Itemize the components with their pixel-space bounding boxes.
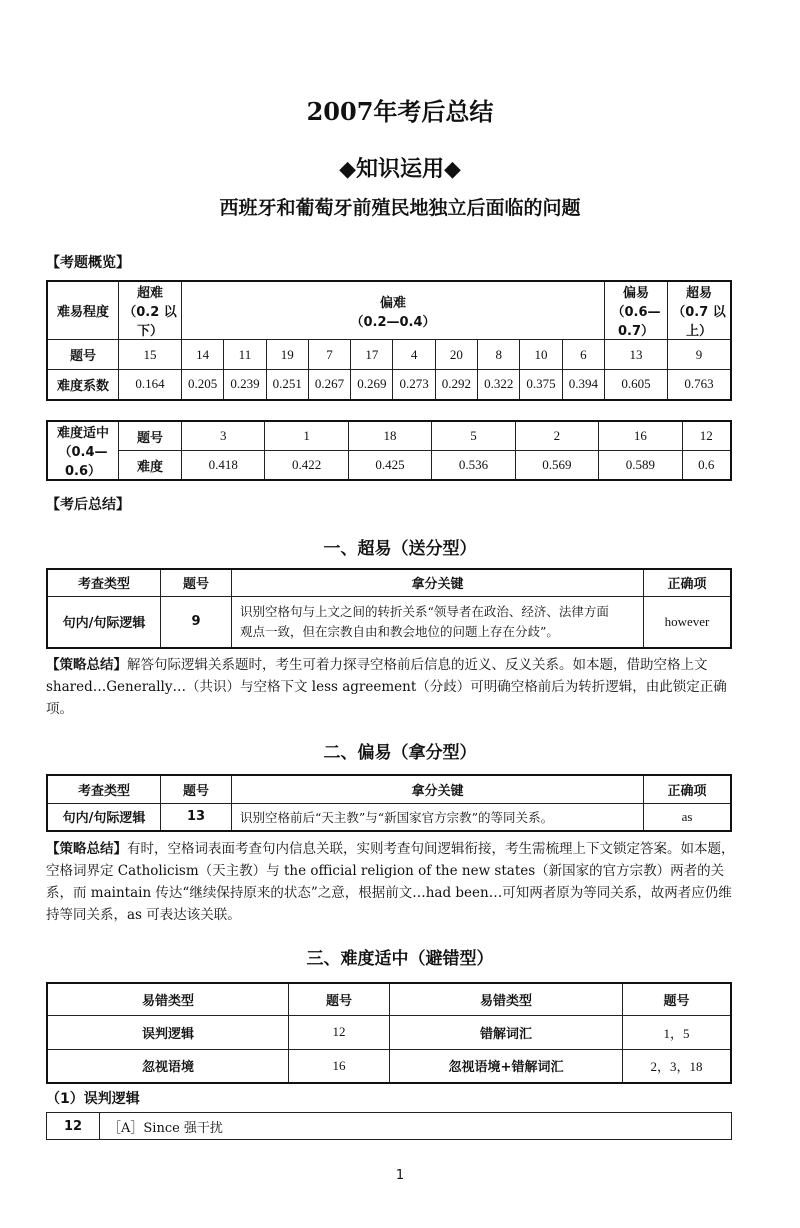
row-header-number: 题号 [47, 340, 119, 370]
summary-label: 【考后总结】 [46, 497, 130, 513]
table-cell: 误判逻辑 [47, 1015, 289, 1049]
table-cell: 10 [520, 340, 562, 370]
table-cell: 0.267 [308, 370, 350, 400]
table-cell: 0.589 [599, 451, 682, 481]
table-cell: 6 [562, 340, 604, 370]
item-text: ［A］Since 强干扰 [100, 1113, 732, 1140]
table-cell: 20 [435, 340, 477, 370]
table-cell: 2 [515, 421, 598, 451]
table-cell: 0.205 [182, 370, 224, 400]
easy-header: 偏易 （0.6—0.7） [605, 281, 668, 340]
section3-heading: 三、难度适中（避错型） [306, 949, 494, 969]
table-cell: 0.273 [393, 370, 435, 400]
table-cell: 2，3，18 [623, 1049, 732, 1083]
table-cell: 0.425 [348, 451, 431, 481]
table-cell: 7 [308, 340, 350, 370]
table-cell: 4 [393, 340, 435, 370]
super-easy-header: 超易 （0.7 以上） [668, 281, 732, 340]
section3-table [46, 982, 732, 1084]
section2-table [46, 774, 732, 832]
table-cell: as [644, 803, 732, 831]
row-header-coefficient: 难度 [119, 451, 182, 481]
table-cell: 8 [478, 340, 520, 370]
table-cell: 1，5 [623, 1015, 732, 1049]
table-cell: 句内/句际逻辑 [47, 803, 161, 831]
table-cell: 9 [161, 596, 232, 648]
subtitle: 西班牙和葡萄牙前殖民地独立后面临的问题 [219, 197, 581, 219]
row-header-coefficient: 难度系数 [47, 370, 119, 400]
table-header: 拿分关键 [232, 569, 644, 596]
table-cell: 19 [266, 340, 308, 370]
section1-table [46, 568, 732, 649]
table-cell: 16 [289, 1049, 390, 1083]
table-cell: 14 [182, 340, 224, 370]
table-cell: 18 [348, 421, 431, 451]
table-cell: 1 [265, 421, 348, 451]
table-cell: 忽视语境 [47, 1049, 289, 1083]
table-header: 拿分关键 [232, 775, 644, 803]
table-cell: 识别空格句与上文之间的转折关系“领导者在政治、经济、法律方面 观点一致，但在宗教自由和教会地位的问题上存在分歧”。 [232, 596, 644, 648]
section2-heading: 二、偏易（拿分型） [323, 743, 477, 763]
table-cell: 0.239 [224, 370, 266, 400]
table-cell: 0.394 [562, 370, 604, 400]
hard-header: 偏难 （0.2—0.4） [182, 281, 605, 340]
table-header: 易错类型 [47, 983, 289, 1015]
table-cell: 16 [599, 421, 682, 451]
table-cell: 识别空格前后“天主教”与“新国家官方宗教”的等同关系。 [232, 803, 644, 831]
table-cell: 0.605 [605, 370, 668, 400]
table-cell: 11 [224, 340, 266, 370]
table-cell: 0.292 [435, 370, 477, 400]
table-cell: 0.375 [520, 370, 562, 400]
subsection-label: （1）误判逻辑 [46, 1091, 140, 1107]
table-cell: 错解词汇 [390, 1015, 623, 1049]
overview-label: 【考题概览】 [46, 255, 130, 271]
table-cell: 9 [668, 340, 732, 370]
table-cell: 0.569 [515, 451, 598, 481]
table-header: 考查类型 [47, 775, 161, 803]
table-header: 题号 [161, 569, 232, 596]
table-header: 正确项 [644, 775, 732, 803]
row-header-difficulty: 难易程度 [47, 281, 119, 340]
table-cell: 0.251 [266, 370, 308, 400]
table-cell: 0.418 [182, 451, 265, 481]
section-title: ◆知识运用◆ [339, 156, 461, 182]
page-number: 1 [395, 1168, 405, 1183]
item-number: 12 [47, 1113, 100, 1140]
table-cell: however [644, 596, 732, 648]
table-cell: 0.164 [119, 370, 182, 400]
table-header: 题号 [289, 983, 390, 1015]
table-cell: 12 [682, 421, 731, 451]
item-table [46, 1112, 732, 1140]
section2-strategy: 【策略总结】有时，空格词表面考查句内信息关联，实则考查句间逻辑衔接，考生需梳理上下文锁定答案。如本题，空格词界定 Catholicism（天主教）与 the official religion of the new states（新国家的官方宗教）两者的关系，而 maintain 传达“继续保持原来的状态”之意，根据前文…had been…可知两者原为等同关系，故两者应仍维持等同关系，as 可表达该关联。 [46, 841, 735, 923]
table-cell: 15 [119, 340, 182, 370]
table-cell: 17 [351, 340, 393, 370]
table-cell: 0.422 [265, 451, 348, 481]
medium-difficulty-table [46, 420, 732, 481]
table-cell: 13 [605, 340, 668, 370]
table-cell: 0.269 [351, 370, 393, 400]
row-header-number: 题号 [119, 421, 182, 451]
table-cell: 3 [182, 421, 265, 451]
table-cell: 13 [161, 803, 232, 831]
table-header: 易错类型 [390, 983, 623, 1015]
table-cell: 0.322 [478, 370, 520, 400]
section1-heading: 一、超易（送分型） [323, 539, 477, 559]
table-cell: 12 [289, 1015, 390, 1049]
table-cell: 5 [432, 421, 515, 451]
section1-strategy: 【策略总结】解答句际逻辑关系题时，考生可着力探寻空格前后信息的近义、反义关系。如本题，借助空格上文 shared…Generally…（共识）与空格下文 less agreement（分歧）可明确空格前后为转折逻辑，由此锁定正确项。 [46, 657, 727, 717]
table-cell: 0.763 [668, 370, 732, 400]
table-cell: 0.6 [682, 451, 731, 481]
table-header: 考查类型 [47, 569, 161, 596]
table-header: 题号 [623, 983, 732, 1015]
table-cell: 句内/句际逻辑 [47, 596, 161, 648]
table-header: 正确项 [644, 569, 732, 596]
table-cell: 0.536 [432, 451, 515, 481]
page-title: 2007年考后总结 [306, 97, 494, 126]
medium-label: 难度适中 （0.4—0.6） [47, 421, 119, 480]
table-cell: 忽视语境+错解词汇 [390, 1049, 623, 1083]
difficulty-table [46, 280, 732, 401]
super-hard-header: 超难 （0.2 以下） [119, 281, 182, 340]
table-header: 题号 [161, 775, 232, 803]
